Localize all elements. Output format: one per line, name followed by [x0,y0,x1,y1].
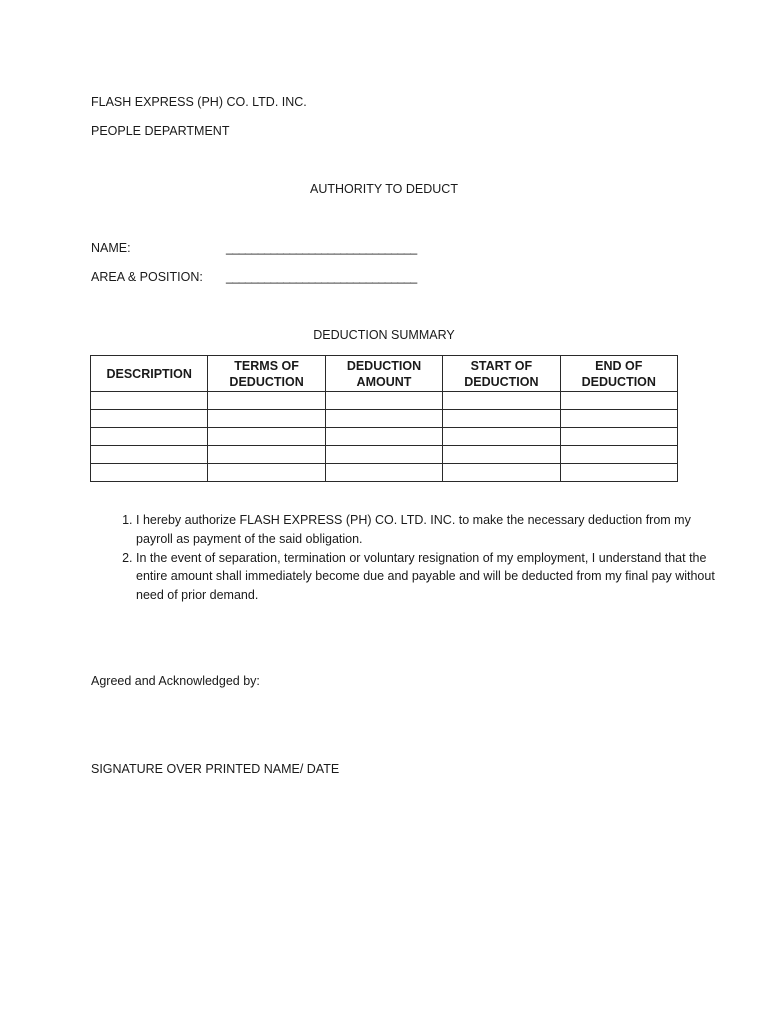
table-row [91,392,678,410]
table-cell [91,410,208,428]
table-row [91,410,678,428]
table-cell [560,464,677,482]
column-header-line: DESCRIPTION [106,366,192,381]
table-row [91,428,678,446]
terms-list [110,511,716,605]
table-cell [560,428,677,446]
table-cell [208,446,325,464]
table-cell [560,392,677,410]
column-header [443,356,560,392]
name-label: NAME: [91,241,131,255]
area-position-blank-line: ______________________________ [226,270,417,284]
column-header-line: TERMS OF [234,358,299,373]
table-cell [325,410,442,428]
table-header-row [91,356,678,392]
table-cell [325,446,442,464]
column-header-line: DEDUCTION [464,374,539,389]
table-cell [443,410,560,428]
table-cell [443,446,560,464]
column-header-line: START OF [470,358,533,373]
table-cell [208,410,325,428]
column-header [91,356,208,392]
table-row [91,446,678,464]
signature-label: SIGNATURE OVER PRINTED NAME/ DATE [91,762,340,776]
name-blank-line: ______________________________ [226,241,417,255]
table-cell [325,428,442,446]
table-cell [325,464,442,482]
column-header [208,356,325,392]
table-cell [443,392,560,410]
table-cell [443,428,560,446]
column-header-line: DEDUCTION [229,374,304,389]
column-header-line: DEDUCTION [581,374,656,389]
form-title: AUTHORITY TO DEDUCT [310,182,458,196]
column-header [325,356,442,392]
terms-list-item: 2. In the event of separation, termination or voluntary resignation of my employment, I understand that the entire amount shall immediately become due and payable and will be deducted from my final pay without need of prior demand. [136,549,716,605]
table-cell [560,410,677,428]
column-header-line: END OF [595,358,643,373]
department-name: PEOPLE DEPARTMENT [91,124,230,138]
terms-list-item: 1. I hereby authorize FLASH EXPRESS (PH) CO. LTD. INC. to make the necessary deduction from my payroll as payment of the said obligation. [136,511,716,549]
column-header-line: DEDUCTION [346,358,422,373]
column-header-line: AMOUNT [356,374,412,389]
deduction-summary-title: DEDUCTION SUMMARY [313,328,455,342]
deduction-summary-table [90,355,678,482]
table-cell [91,428,208,446]
table-cell [208,392,325,410]
table-row [91,464,678,482]
table-cell [91,392,208,410]
table-cell [325,392,442,410]
table-cell [560,446,677,464]
company-name: FLASH EXPRESS (PH) CO. LTD. INC. [91,95,307,109]
acknowledgement-text: Agreed and Acknowledged by: [91,674,260,688]
table-cell [208,428,325,446]
area-position-label: AREA & POSITION: [91,270,203,284]
table-cell [91,464,208,482]
table-cell [443,464,560,482]
table-cell [208,464,325,482]
table-cell [91,446,208,464]
column-header [560,356,677,392]
